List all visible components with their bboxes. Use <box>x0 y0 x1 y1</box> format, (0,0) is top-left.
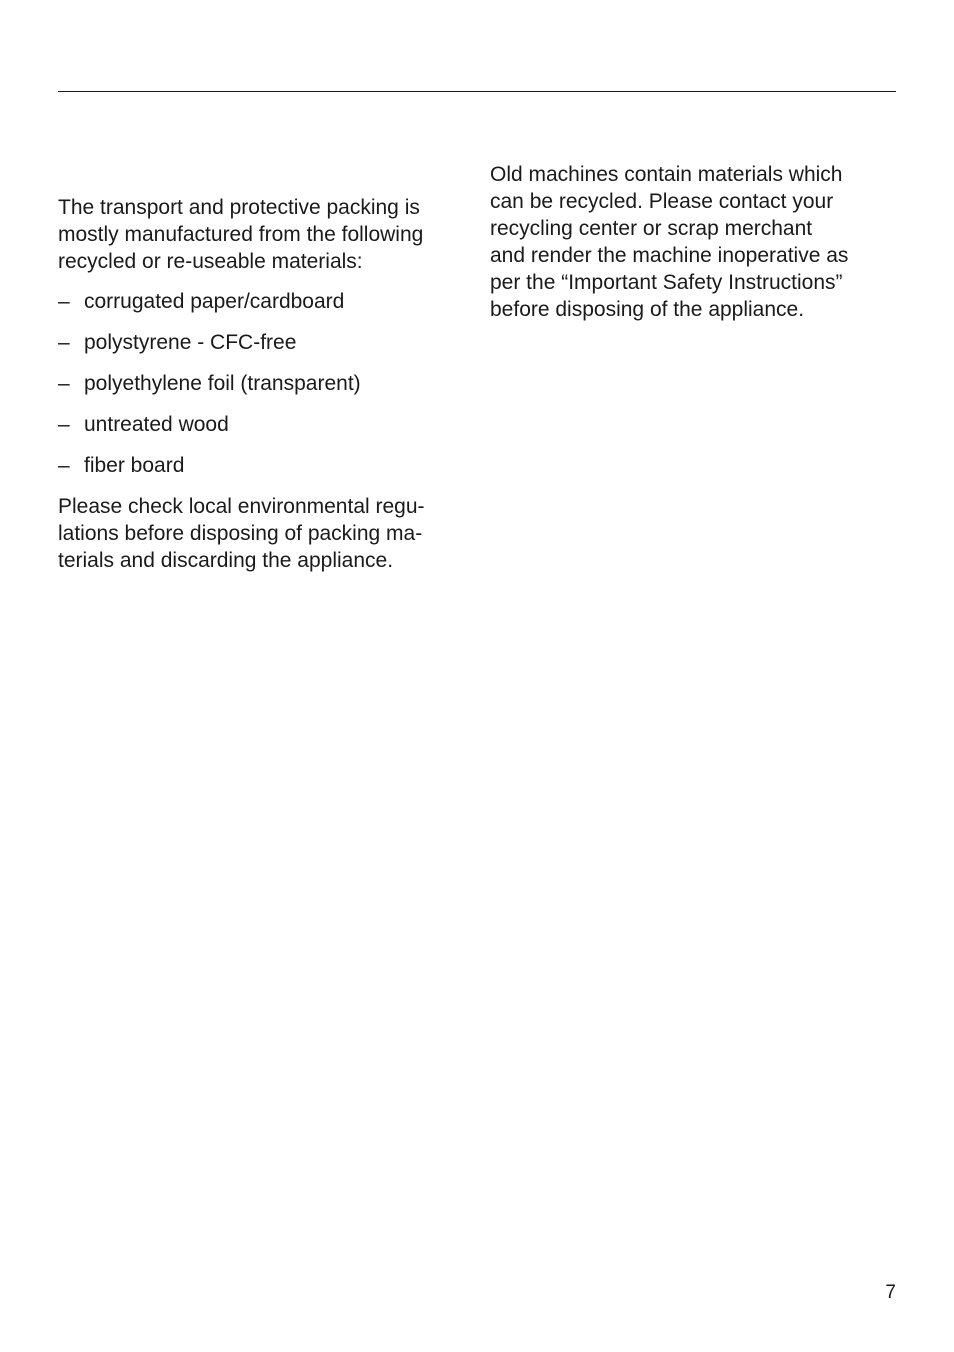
dash-bullet: – <box>58 290 70 313</box>
list-item <box>58 370 468 397</box>
list-item <box>58 329 468 356</box>
right-column <box>490 161 890 323</box>
left-column <box>58 194 468 574</box>
material-label: fiber board <box>84 454 185 477</box>
dash-bullet: – <box>58 454 70 477</box>
disposal-regulations-paragraph: Please check local environmental regu- lations before disposing of packing ma- terials and discarding the appliance. <box>58 495 425 572</box>
material-label: polystyrene - CFC-free <box>84 331 297 354</box>
dash-bullet: – <box>58 372 70 395</box>
old-machine-disposal-paragraph: Old machines contain materials which can be recycled. Please contact your recycling center or scrap merchant and render the machine inoperative as per the “Important Safety Instructions” before disposing of the appliance. <box>490 163 849 321</box>
materials-list <box>58 288 468 479</box>
packing-intro-paragraph: The transport and protective packing is mostly manufactured from the following recycled or re-useable materials: <box>58 196 424 273</box>
list-item <box>58 452 468 479</box>
list-item <box>58 288 468 315</box>
material-label: untreated wood <box>84 413 229 436</box>
material-label: polyethylene foil (transparent) <box>84 372 361 395</box>
dash-bullet: – <box>58 413 70 436</box>
list-item <box>58 411 468 438</box>
material-label: corrugated paper/cardboard <box>84 290 345 313</box>
page-number: 7 <box>885 1282 896 1303</box>
dash-bullet: – <box>58 331 70 354</box>
header-rule <box>58 91 896 92</box>
